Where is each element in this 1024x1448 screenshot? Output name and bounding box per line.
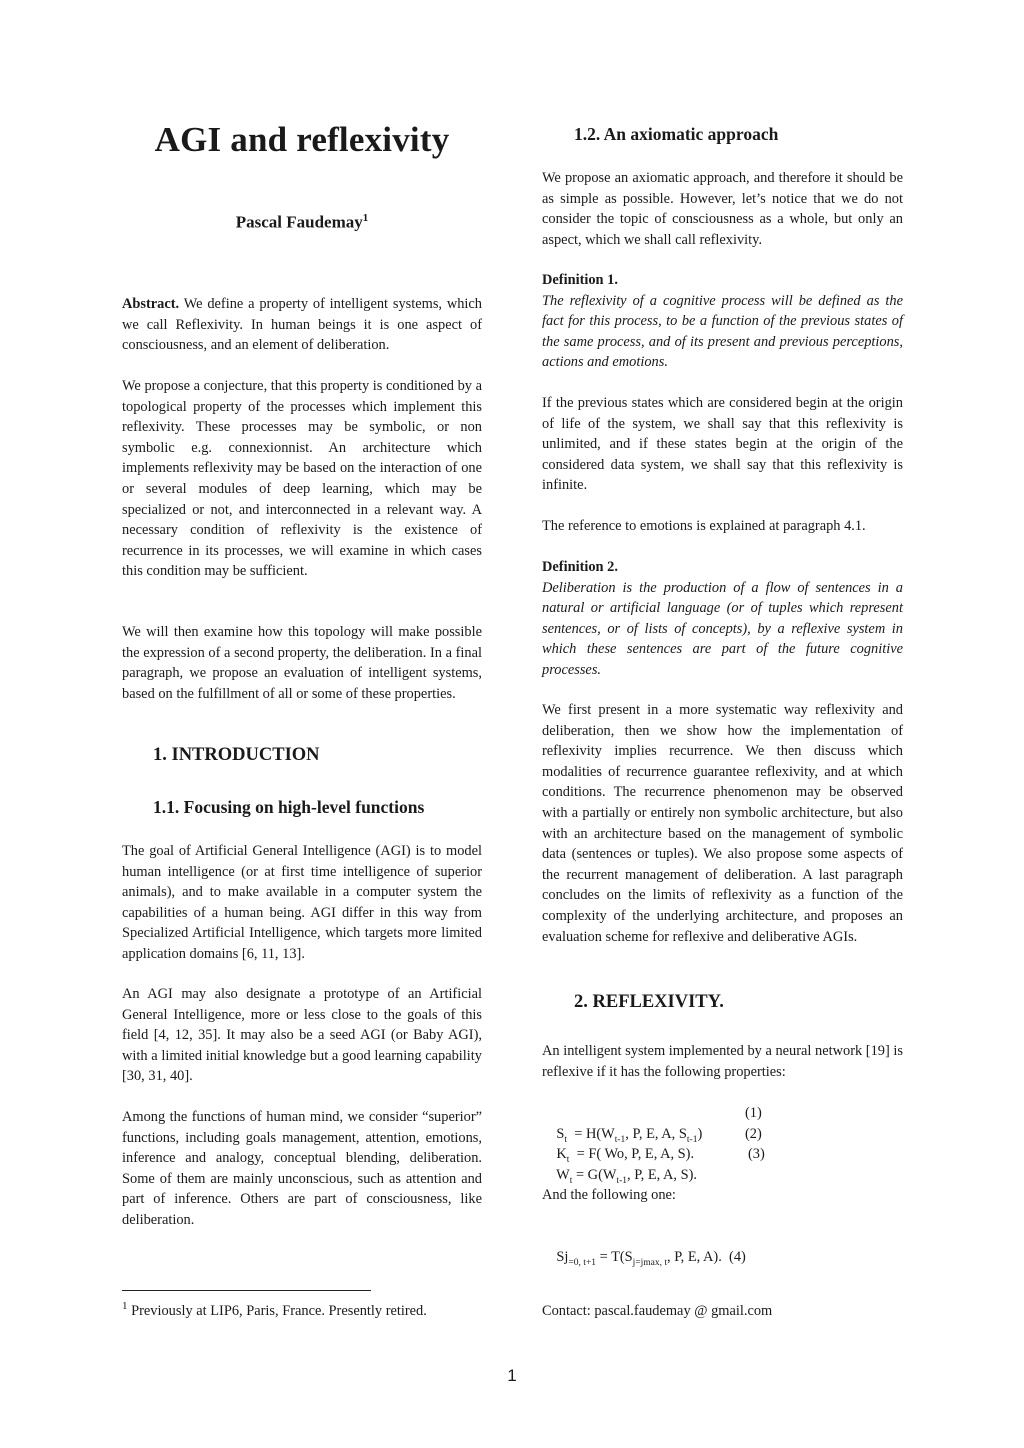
axiomatic-paragraph-1: We propose an axiomatic approach, and therefore it should be as simple as possible. However, let’s notice that we do not consider the topic of consciousness as a whole, but only an aspect, which we shall call reflexivity. [542,170,903,248]
abstract-paragraph-1 [122,294,482,356]
footnote [122,1300,427,1320]
equation-2-number: (2) [745,1125,762,1142]
definition-1-text: The reflexivity of a cognitive process will be defined as the fact for this process, to be a function of the previous states of the same process, and of its present and previous perceptions, actions and emotions. [542,292,903,371]
contact-line: Contact: pascal.faudemay @ gmail.com [542,1303,773,1319]
axiomatic-paragraph-3: The reference to emotions is explained at paragraph 4.1. [542,518,866,534]
footnote-rule [122,1290,371,1291]
section-1-heading: 1. INTRODUCTION [153,745,320,765]
section-2-heading: 2. REFLEXIVITY. [574,992,724,1012]
reflexivity-paragraph-2: And the following one: [542,1187,676,1203]
paper-title: AGI and reflexivity [154,120,450,159]
equation-1: $S_t = H(W_{t-1}$, P, E, A, $S_{t-1}$) (1) [556,1105,762,1145]
equation-4-number: (4) [729,1248,746,1265]
definition-1-label: Definition 1. [542,272,618,288]
author-line [122,212,482,233]
equation-block [542,1103,903,1186]
abstract-text-1: We define a property of intelligent systems, which we call Reflexivity. In human beings it is one aspect of consciousness, and an element of deliberation. [122,296,482,354]
footnote-text: Previously at LIP6, Paris, France. Presently retired. [127,1302,427,1319]
abstract-paragraph-2: We propose a conjecture, that this property is conditioned by a topological property of the processes which implement this reflexivity. These processes may be symbolic, or non symbolic e.g. connexionnist. An architecture which implements reflexivity may be based on the interaction of one or several modules of deep learning, which may be specialized or not, and interconnected in a relevant way. A necessary condition of reflexivity is the existence of recurrence in its processes, we will examine in which cases this condition may be sufficient. [122,378,482,580]
equation-2: $K_t = F$( Wo, P, E, A, S). (2) [556,1125,762,1166]
axiomatic-paragraph-2: If the previous states which are considered begin at the origin of life of the system, we shall say that this reflexivity is unlimited, and if these states begin at the origin of the considered data system, we shall say that this reflexivity is infinite. [542,395,903,494]
equation-3-number: (3) [748,1146,765,1163]
author-footnote-mark: 1 [362,212,369,224]
footnote-mark: 1 [122,1300,128,1312]
abstract-label: Abstract. [122,296,180,312]
axiomatic-paragraph-4: We first present in a more systematic way reflexivity and deliberation, then we show how the implementation of reflexivity implies recurrence. We then discuss which modalities of recurrence guarantee reflexivity, and at which conditions. The recurrence phenomenon may be observed with a partially or entirely non symbolic architecture, but also with an architecture based on the management of symbolic data (sentences or tuples). We also propose some aspects of the recurrent management of deliberation. A last paragraph concludes on the limits of reflexivity as a function of the complexity of the underlying architecture, and proposes an evaluation scheme for reflexive and deliberative AGIs. [542,702,903,945]
subsection-1-2-heading: 1.2. An axiomatic approach [574,124,779,144]
reflexivity-paragraph-1: An intelligent system implemented by a neural network [19] is reflexive if it has the following properties: [542,1043,903,1080]
equation-3: $W_t = G(W_{t-1}$, P, E, A, S). (3) [556,1146,765,1186]
equation-1-number: (1) [745,1105,762,1121]
definition-2-text: Deliberation is the production of a flow of sentences in a natural or artificial language (or of tuples which represent sentences, or of lists of concepts), by a reflexive system in which these sentences are part of the future cognitive processes. [542,579,903,678]
subsection-1-1-heading: 1.1. Focusing on high-level functions [153,797,425,817]
intro-paragraph-1: The goal of Artificial General Intelligence (AGI) is to model human intelligence (or at first time intelligence of superior animals), and to make available in a computer system the capabilities of a human being. AGI differ in this way from Specialized Artificial Intelligence, which targets more limited application domains [6, 11, 13]. [122,843,482,962]
page-number: 1 [507,1366,517,1385]
intro-paragraph-3: Among the functions of human mind, we consider “superior” functions, including goals management, attention, emotions, inference and analogy, conceptual blending, deliberation. Some of them are mainly unconscious, such as attention and part of inference. Others are part of consciousness, like deliberation. [122,1109,482,1228]
equation-4: $Sj_{=0, t+1} = T(S_{j=jmax, t}$, P, E, A). (4) [556,1248,746,1268]
author-name: Pascal Faudemay [235,212,363,232]
abstract-paragraph-3: We will then examine how this topology will make possible the expression of a second property, the deliberation. In a final paragraph, we propose an evaluation of intelligent systems, based on the fulfillment of all or some of these properties. [122,624,482,702]
definition-2-label: Definition 2. [542,559,618,575]
intro-paragraph-2: An AGI may also designate a prototype of an Artificial General Intelligence, more or less close to the goals of this field [4, 12, 35]. It may also be a seed AGI (or Baby AGI), with a limited initial knowledge but a good learning capability [30, 31, 40]. [122,986,482,1085]
